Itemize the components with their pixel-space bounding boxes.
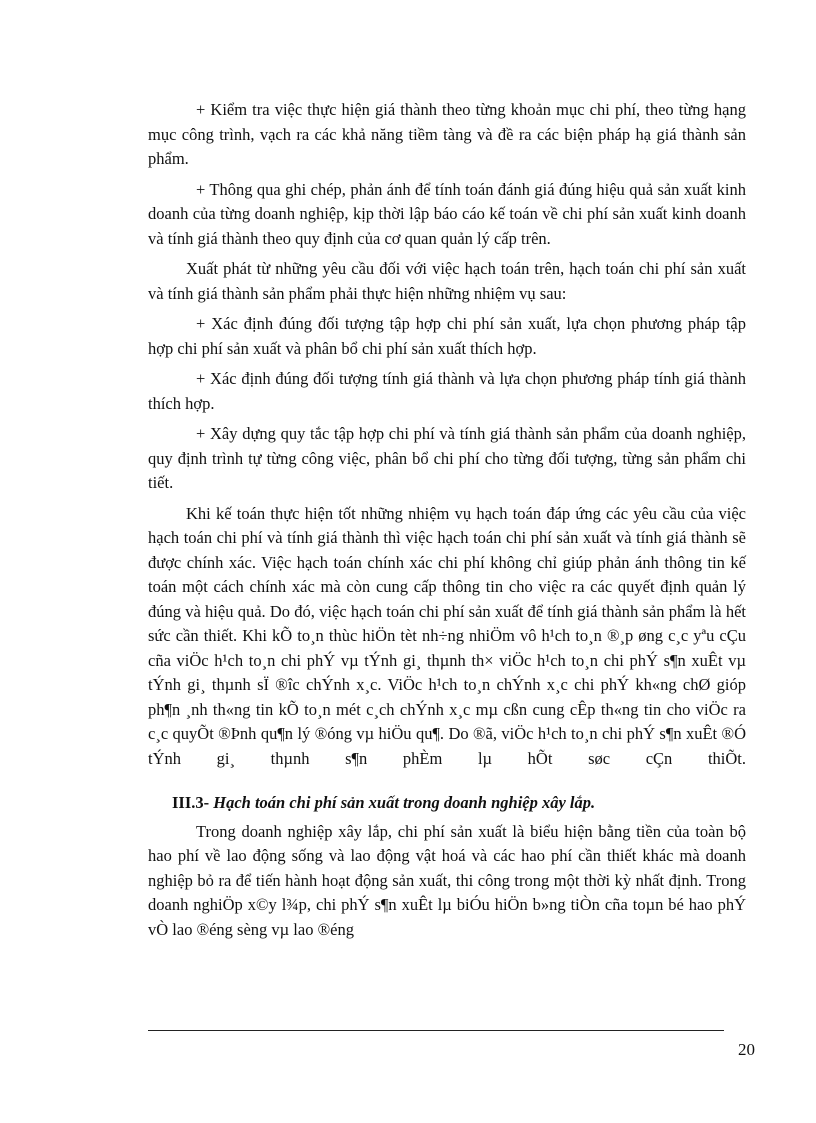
paragraph-construction-cost: Trong doanh nghiệp xây lắp, chi phí sản xuất là biểu hiện bằng tiền của toàn bộ hao phí về lao động sống và lao động vật hoá và các hao phí cần thiết khác mà doanh nghiệp bỏ ra để tiến hành hoạt động sản xuất, thi công trong một thời kỳ nhất định. Trong doanh nghiÖp x©y l¾p, chi phÝ s¶n xuÊt lµ biÓu hiÖn b»ng tiÒn cña toµn bé hao phÝ vÒ lao ®éng sèng vµ lao ®éng xyxy=(148,821,746,939)
section-title: Hạch toán chi phí sản xuất trong doanh nghiệp xây lắp. xyxy=(213,793,596,812)
page-number: 20 xyxy=(738,1040,755,1059)
paragraph-accuracy-mixed-encoding: Khi kế toán thực hiện tốt những nhiệm vụ hạch toán đáp ứng các yêu cầu của việc hạch toán chi phí và tính giá thành thì việc hạch toán chi phí sản xuất và tính giá thành sẽ được chính xác. Việc hạch toán chính xác chi phí không chỉ giúp phản ánh thông tin kế toán một cách chính xác mà còn cung cấp thông tin cho việc ra các quyết định quản lý đúng và hiệu quả. Do đó, việc hạch toán chi phí sản xuất để tính giá thành sản phẩm là hết sức cần thiết. Khi kÕ to¸n thùc hiÖn tèt nh÷ng nhiÖm vô h¹ch to¸n ®¸p øng c¸c yªu cÇu cña viÖc h¹ch to¸n chi phÝ vµ tÝnh gi¸ thµnh th× viÖc h¹ch to¸n chi phÝ s¶n xuÊt vµ tÝnh gi¸ thµnh sÏ ®îc chÝnh x¸c. ViÖc h¹ch to¸n chÝnh x¸c chi phÝ kh«ng chØ gióp ph¶n ¸nh th«ng tin kÕ to¸n mét c¸ch chÝnh x¸c mµ cßn cung cÊp th«ng tin cho viÖc ra c¸c quyÕt ®Þnh qu¶n lý ®óng vµ hiÖu qu¶. Do ®ã, viÖc h¹ch to¸n chi phÝ s¶n xuÊt ®Ó tÝnh gi¸ thµnh s¶n phÈm lµ hÕt søc cÇn thiÕt. xyxy=(148,503,746,768)
footer-divider xyxy=(148,1030,724,1031)
section-heading xyxy=(148,791,746,816)
paragraph-check-cost: + Kiểm tra việc thực hiện giá thành theo từng khoản mục chi phí, theo từng hạng mục công trình, vạch ra các khả năng tiềm tàng và đề ra các biện pháp hạ giá thành sản phẩm. xyxy=(148,100,746,168)
paragraph-task-cost-object: + Xác định đúng đối tượng tập hợp chi phí sản xuất, lựa chọn phương pháp tập hợp chi phí sản xuất và phân bổ chi phí sản xuất thích hợp. xyxy=(148,314,746,358)
paragraph-task-costing-object: + Xác định đúng đối tượng tính giá thành và lựa chọn phương pháp tính giá thành thích hợp. xyxy=(148,369,746,413)
section-number: III.3- xyxy=(172,793,210,812)
paragraph-requirements-intro: Xuất phát từ những yêu cầu đối với việc hạch toán trên, hạch toán chi phí sản xuất và tính giá thành sản phẩm phải thực hiện những nhiệm vụ sau: xyxy=(148,259,746,303)
paragraph-record-reflect: + Thông qua ghi chép, phản ánh để tính toán đánh giá đúng hiệu quả sản xuất kinh doanh của từng doanh nghiệp, kịp thời lập báo cáo kế toán về chi phí sản xuất kinh doanh và tính giá thành theo quy định của cơ quan quản lý cấp trên. xyxy=(148,179,746,248)
document-body xyxy=(148,98,746,948)
paragraph-task-rules: + Xây dựng quy tắc tập hợp chi phí và tính giá thành sản phẩm của doanh nghiệp, quy định trình tự từng công việc, phân bổ chi phí cho từng đối tượng, từng sản phẩm chi tiết. xyxy=(148,424,746,492)
